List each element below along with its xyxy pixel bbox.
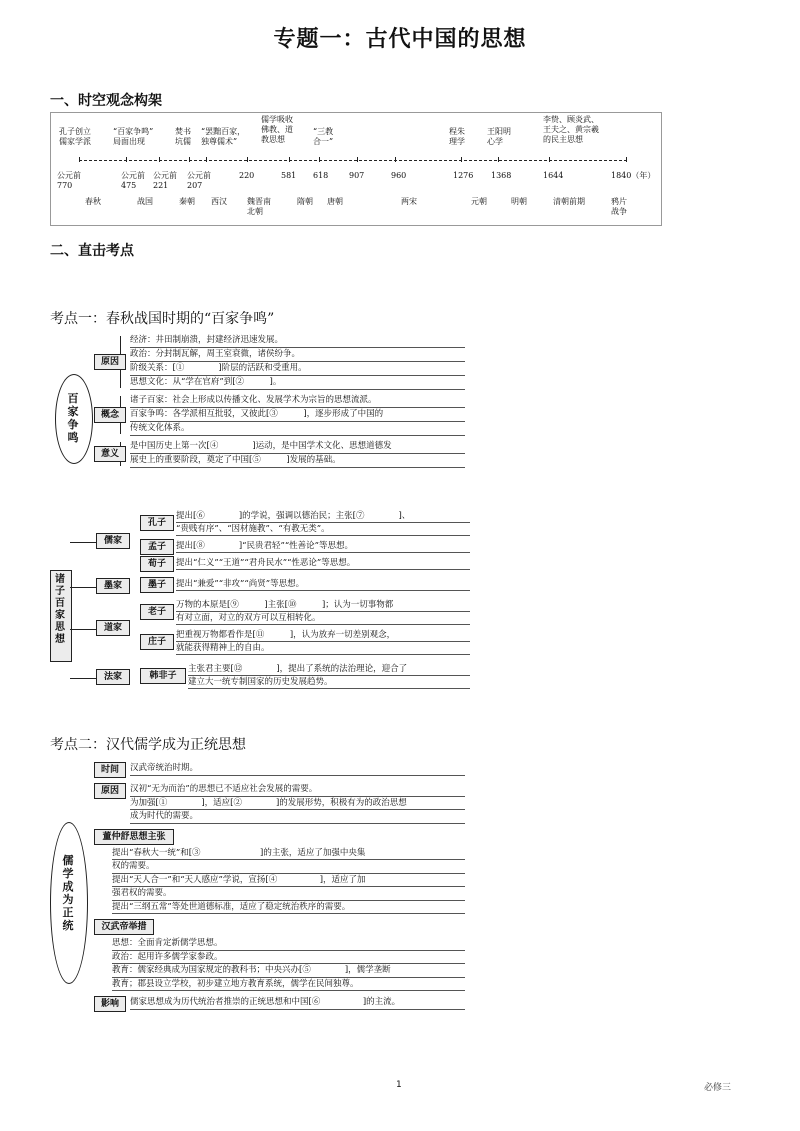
zhuzi-person-label: 庄子 <box>140 634 174 650</box>
kaodian2-branch-line: 成为时代的需要。 <box>130 810 465 824</box>
timeline-dynasty: 春秋 <box>85 197 101 206</box>
timeline-dynasty: 清朝前期 <box>553 197 585 206</box>
timeline-year: 907 <box>349 171 365 180</box>
timeline-dynasty: 隋朝 <box>297 197 313 206</box>
timeline-tick <box>79 157 80 162</box>
timeline-year: 公元前 207 <box>187 171 211 190</box>
timeline-axis <box>79 160 627 161</box>
zhuzi-person-label: 韩非子 <box>140 668 186 684</box>
timeline-dynasty: 鸦片 战争 <box>611 197 627 216</box>
zhuzi-person-label: 孔子 <box>140 515 174 531</box>
timeline-year: 618 <box>313 171 329 180</box>
timeline-event: 焚书 坑儒 <box>175 127 191 146</box>
timeline-event: “三教 合一” <box>313 127 334 146</box>
timeline-tick <box>395 157 396 162</box>
kaodian1-heading: 考点一：春秋战国时期的“百家争鸣” <box>50 311 275 327</box>
zhuzi-root-label: 诸 子 百 家 思 想 <box>55 574 65 645</box>
timeline-dynasty: 魏晋南 北朝 <box>247 197 271 216</box>
timeline-tick <box>626 157 627 162</box>
timeline-tick <box>247 157 248 162</box>
timeline-event: 孔子创立 儒家学派 <box>59 127 91 146</box>
zhuzi-person-label: 老子 <box>140 604 174 620</box>
kaodian1-branch-label: 概念 <box>94 407 126 423</box>
timeline-dynasty: 两宋 <box>401 197 417 206</box>
zhuzi-school-label: 法家 <box>96 669 130 685</box>
section-heading-kaodian: 二、直击考点 <box>50 243 134 259</box>
kaodian2-diagram <box>50 762 470 1046</box>
kaodian1-branch-line: 是中国历史上第一次[④ ]运动，是中国学术文化、思想道德发 <box>130 440 465 454</box>
zhuzi-person-line: 提出[⑥ ]的学说，强调以德治民；主张[⑦ ]、 <box>176 510 470 523</box>
zhuzi-connector <box>70 587 96 588</box>
kaodian2-branch-line: 提出“天人合一”和“天人感应”学说，宣扬[④ ]，适应了加 <box>112 874 465 888</box>
timeline-tick <box>549 157 550 162</box>
timeline-event: 儒学吸收 佛教、道 教思想 <box>261 115 293 144</box>
zhuzi-diagram <box>50 510 470 722</box>
timeline-tick <box>159 157 160 162</box>
zhuzi-person-label: 墨子 <box>140 577 174 593</box>
timeline-figure <box>50 112 662 226</box>
zhuzi-person-label: 荀子 <box>140 556 174 572</box>
kaodian2-branch-line: 政治：起用许多儒学家参政。 <box>112 951 465 965</box>
kaodian2-branch-line: 汉武帝统治时期。 <box>130 762 465 776</box>
kaodian2-branch-line: 儒家思想成为历代统治者推崇的正统思想和中国[⑥ ]的主流。 <box>130 996 465 1010</box>
timeline-dynasty: 唐朝 <box>327 197 343 206</box>
kaodian2-branch-line: 为加强[① ]，适应[② ]的发展形势，积极有为的政治思想 <box>130 797 465 811</box>
kaodian2-branch-label: 董仲舒思想主张 <box>94 829 174 845</box>
timeline-year: 1644 <box>543 171 564 180</box>
zhuzi-person-line: 主张君主要[⑫ ]，提出了系统的法治理论，迎合了 <box>188 663 470 676</box>
kaodian1-branch-line: 传统文化体系。 <box>130 422 465 436</box>
kaodian2-branch-line: 强君权的需要。 <box>112 887 465 901</box>
kaodian1-branch-line: 经济：井田制崩溃，封建经济迅速发展。 <box>130 334 465 348</box>
kaodian1-diagram <box>50 334 470 504</box>
kaodian2-branch-label: 汉武帝举措 <box>94 919 154 935</box>
timeline-tick <box>289 157 290 162</box>
timeline-event: 李贽、顾炎武、 王夫之、黄宗羲 的民主思想 <box>543 115 599 144</box>
kaodian2-root-label: 儒 学 成 为 正 统 <box>62 854 74 932</box>
zhuzi-person-line: 把重视万物都看作是[⑪ ]，认为放弃一切差别观念， <box>176 629 470 642</box>
timeline-dynasty: 西汉 <box>211 197 227 206</box>
kaodian1-branch-line: 展史上的重要阶段，奠定了中国[⑤ ]发展的基础。 <box>130 454 465 468</box>
timeline-tick <box>189 157 190 162</box>
timeline-year: 公元前 221 <box>153 171 177 190</box>
timeline-dynasty: 秦朝 <box>179 197 195 206</box>
timeline-tick <box>498 157 499 162</box>
timeline-tick <box>126 157 127 162</box>
timeline-tick <box>319 157 320 162</box>
timeline-event: “罢黜百家， 独尊儒术” <box>201 127 246 146</box>
kaodian2-heading: 考点二：汉代儒学成为正统思想 <box>50 737 246 753</box>
kaodian2-branch-line: 提出“春秋大一统”和[③ ]的主张，适应了加强中央集 <box>112 847 465 861</box>
zhuzi-person-line: 提出“仁义”“王道”“君舟民水”“性恶论”等思想。 <box>176 557 470 570</box>
timeline-year: 1368 <box>491 171 512 180</box>
kaodian2-branch-line: 提出“三纲五常”等处世道德标准，适应了稳定统治秩序的需要。 <box>112 901 465 915</box>
timeline-tick <box>206 157 207 162</box>
zhuzi-school-label: 墨家 <box>96 578 130 594</box>
timeline-year: 1276 <box>453 171 474 180</box>
zhuzi-school-label: 儒家 <box>96 533 130 549</box>
timeline-event: “百家争鸣” 局面出现 <box>113 127 154 146</box>
zhuzi-person-label: 孟子 <box>140 539 174 555</box>
kaodian1-branch-label: 意义 <box>94 446 126 462</box>
page-title: 专题一：古代中国的思想 <box>273 27 527 52</box>
kaodian1-branch-line: 阶级关系：[① ]阶层的活跃和受重用。 <box>130 362 465 376</box>
timeline-dynasty: 明朝 <box>511 197 527 206</box>
section-heading-timeline: 一、时空观念构架 <box>50 93 162 109</box>
zhuzi-person-line: 建立大一统专制国家的历史发展趋势。 <box>188 676 470 689</box>
timeline-dynasty: 元朝 <box>471 197 487 206</box>
zhuzi-person-line: 提出“兼爱”“非攻”“尚贤”等思想。 <box>176 578 470 591</box>
timeline-event: 程朱 理学 <box>449 127 465 146</box>
kaodian2-branch-label: 原因 <box>94 783 126 799</box>
timeline-event: 王阳明 心学 <box>487 127 511 146</box>
page-number: 1 <box>396 1080 402 1090</box>
kaodian2-branch-line: 教育；郡县设立学校，初步建立地方教育系统，儒学在民间独尊。 <box>112 978 465 992</box>
zhuzi-connector <box>70 542 96 543</box>
kaodian1-branch-line: 思想文化：从“学在官府”到[② ]。 <box>130 376 465 390</box>
timeline-year: 581 <box>281 171 297 180</box>
timeline-year: 公元前 770 <box>57 171 81 190</box>
zhuzi-person-line: 就能获得精神上的自由。 <box>176 642 470 655</box>
zhuzi-person-line: “贵贱有序”、“因材施教”、“有教无类”。 <box>176 523 470 536</box>
kaodian2-branch-line: 思想：全面肯定新儒学思想。 <box>112 937 465 951</box>
timeline-tick <box>357 157 358 162</box>
zhuzi-person-line: 有对立面，对立的双方可以互相转化。 <box>176 612 470 625</box>
kaodian1-branch-label: 原因 <box>94 354 126 370</box>
kaodian1-branch-line: 百家争鸣：各学派相互批驳，又彼此[③ ]，逐步形成了中国的 <box>130 408 465 422</box>
timeline-year: 960 <box>391 171 407 180</box>
timeline-year: 公元前 475 <box>121 171 145 190</box>
timeline-dynasty: 战国 <box>137 197 153 206</box>
zhuzi-person-line: 提出[⑧ ]“民贵君轻”“性善论”等思想。 <box>176 540 470 553</box>
kaodian1-root-label: 百 家 争 鸣 <box>67 392 79 444</box>
kaodian2-branch-line: 汉初“无为而治”的思想已不适应社会发展的需要。 <box>130 783 465 797</box>
timeline-tick <box>461 157 462 162</box>
zhuzi-connector <box>70 678 96 679</box>
zhuzi-connector <box>70 629 96 630</box>
kaodian2-branch-label: 时间 <box>94 762 126 778</box>
kaodian1-branch-line: 政治：分封制瓦解，周王室衰微，诸侯纷争。 <box>130 348 465 362</box>
footer-course: 必修三 <box>704 1083 732 1093</box>
kaodian2-branch-label: 影响 <box>94 996 126 1012</box>
kaodian2-branch-line: 权的需要。 <box>112 860 465 874</box>
kaodian2-branch-line: 教育：儒家经典成为国家规定的教科书；中央兴办[⑤ ]，儒学垄断 <box>112 964 465 978</box>
zhuzi-person-line: 万物的本原是[⑨ ]主张[⑩ ]；认为一切事物都 <box>176 599 470 612</box>
zhuzi-school-label: 道家 <box>96 620 130 636</box>
timeline-year: 220 <box>239 171 255 180</box>
kaodian1-branch-line: 诸子百家：社会上形成以传播文化、发展学术为宗旨的思想流派。 <box>130 394 465 408</box>
timeline-year: 1840（年） <box>611 171 656 180</box>
